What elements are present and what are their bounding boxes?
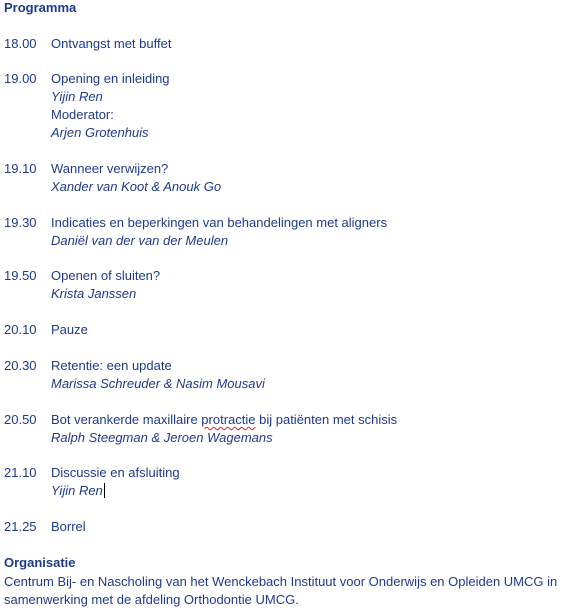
item-speaker: Marissa Schreuder & Nasim Mousavi: [51, 376, 265, 391]
program-item: [4, 411, 579, 447]
item-time: 21.25: [4, 519, 37, 534]
item-title: Borrel: [51, 519, 86, 534]
item-time: 19.10: [4, 161, 37, 176]
program-item: [4, 160, 579, 196]
program-item: [4, 357, 579, 393]
item-speaker: Yijin Ren: [51, 483, 103, 498]
item-title: Openen of sluiten?: [51, 268, 161, 283]
organisatie-line: Centrum Bij- en Nascholing van het Wenckebach Instituut voor Onderwijs en Opleiden UMCG in: [4, 574, 558, 589]
text-cursor: [104, 483, 105, 498]
program-item: [4, 70, 579, 142]
item-time: 20.50: [4, 412, 37, 427]
program-heading: Programma: [4, 0, 77, 15]
item-time: 19.00: [4, 71, 37, 86]
program-item: [4, 267, 579, 303]
program-item: [4, 464, 579, 500]
item-time: 19.50: [4, 268, 37, 283]
item-title: Discussie en afsluiting: [51, 465, 180, 480]
organisatie-heading: Organisatie: [4, 555, 76, 570]
item-speaker: Yijin Ren: [51, 89, 103, 104]
item-title: Wanneer verwijzen?: [51, 161, 169, 176]
item-speaker: Krista Janssen: [51, 286, 137, 301]
spellcheck-word[interactable]: protractie: [201, 412, 256, 427]
organisatie-line: samenwerking met de afdeling Orthodontie UMCG.: [4, 592, 299, 607]
item-title: Pauze: [51, 322, 88, 337]
item-time: 20.30: [4, 358, 37, 373]
program-item: [4, 321, 579, 339]
item-title: Retentie: een update: [51, 358, 172, 373]
item-time: 18.00: [4, 36, 37, 51]
item-time: 20.10: [4, 322, 37, 337]
item-speaker: Ralph Steegman & Jeroen Wagemans: [51, 430, 273, 445]
item-role: Moderator:: [51, 107, 114, 122]
item-speaker: Arjen Grotenhuis: [51, 125, 149, 140]
program-item: [4, 518, 579, 536]
item-time: 21.10: [4, 465, 37, 480]
program-item: [4, 35, 579, 53]
program-item: [4, 214, 579, 250]
item-title: Indicaties en beperkingen van behandelingen met aligners: [51, 215, 388, 230]
item-title: Bot verankerde maxillaire protractie bij patiënten met schisis: [51, 412, 398, 427]
item-time: 19.30: [4, 215, 37, 230]
item-title: Opening en inleiding: [51, 71, 170, 86]
item-title: Ontvangst met buffet: [51, 36, 172, 51]
item-speaker: Daniël van der van der Meulen: [51, 233, 229, 248]
organisatie-text: [4, 573, 580, 609]
item-speaker: Xander van Koot & Anouk Go: [51, 179, 222, 194]
